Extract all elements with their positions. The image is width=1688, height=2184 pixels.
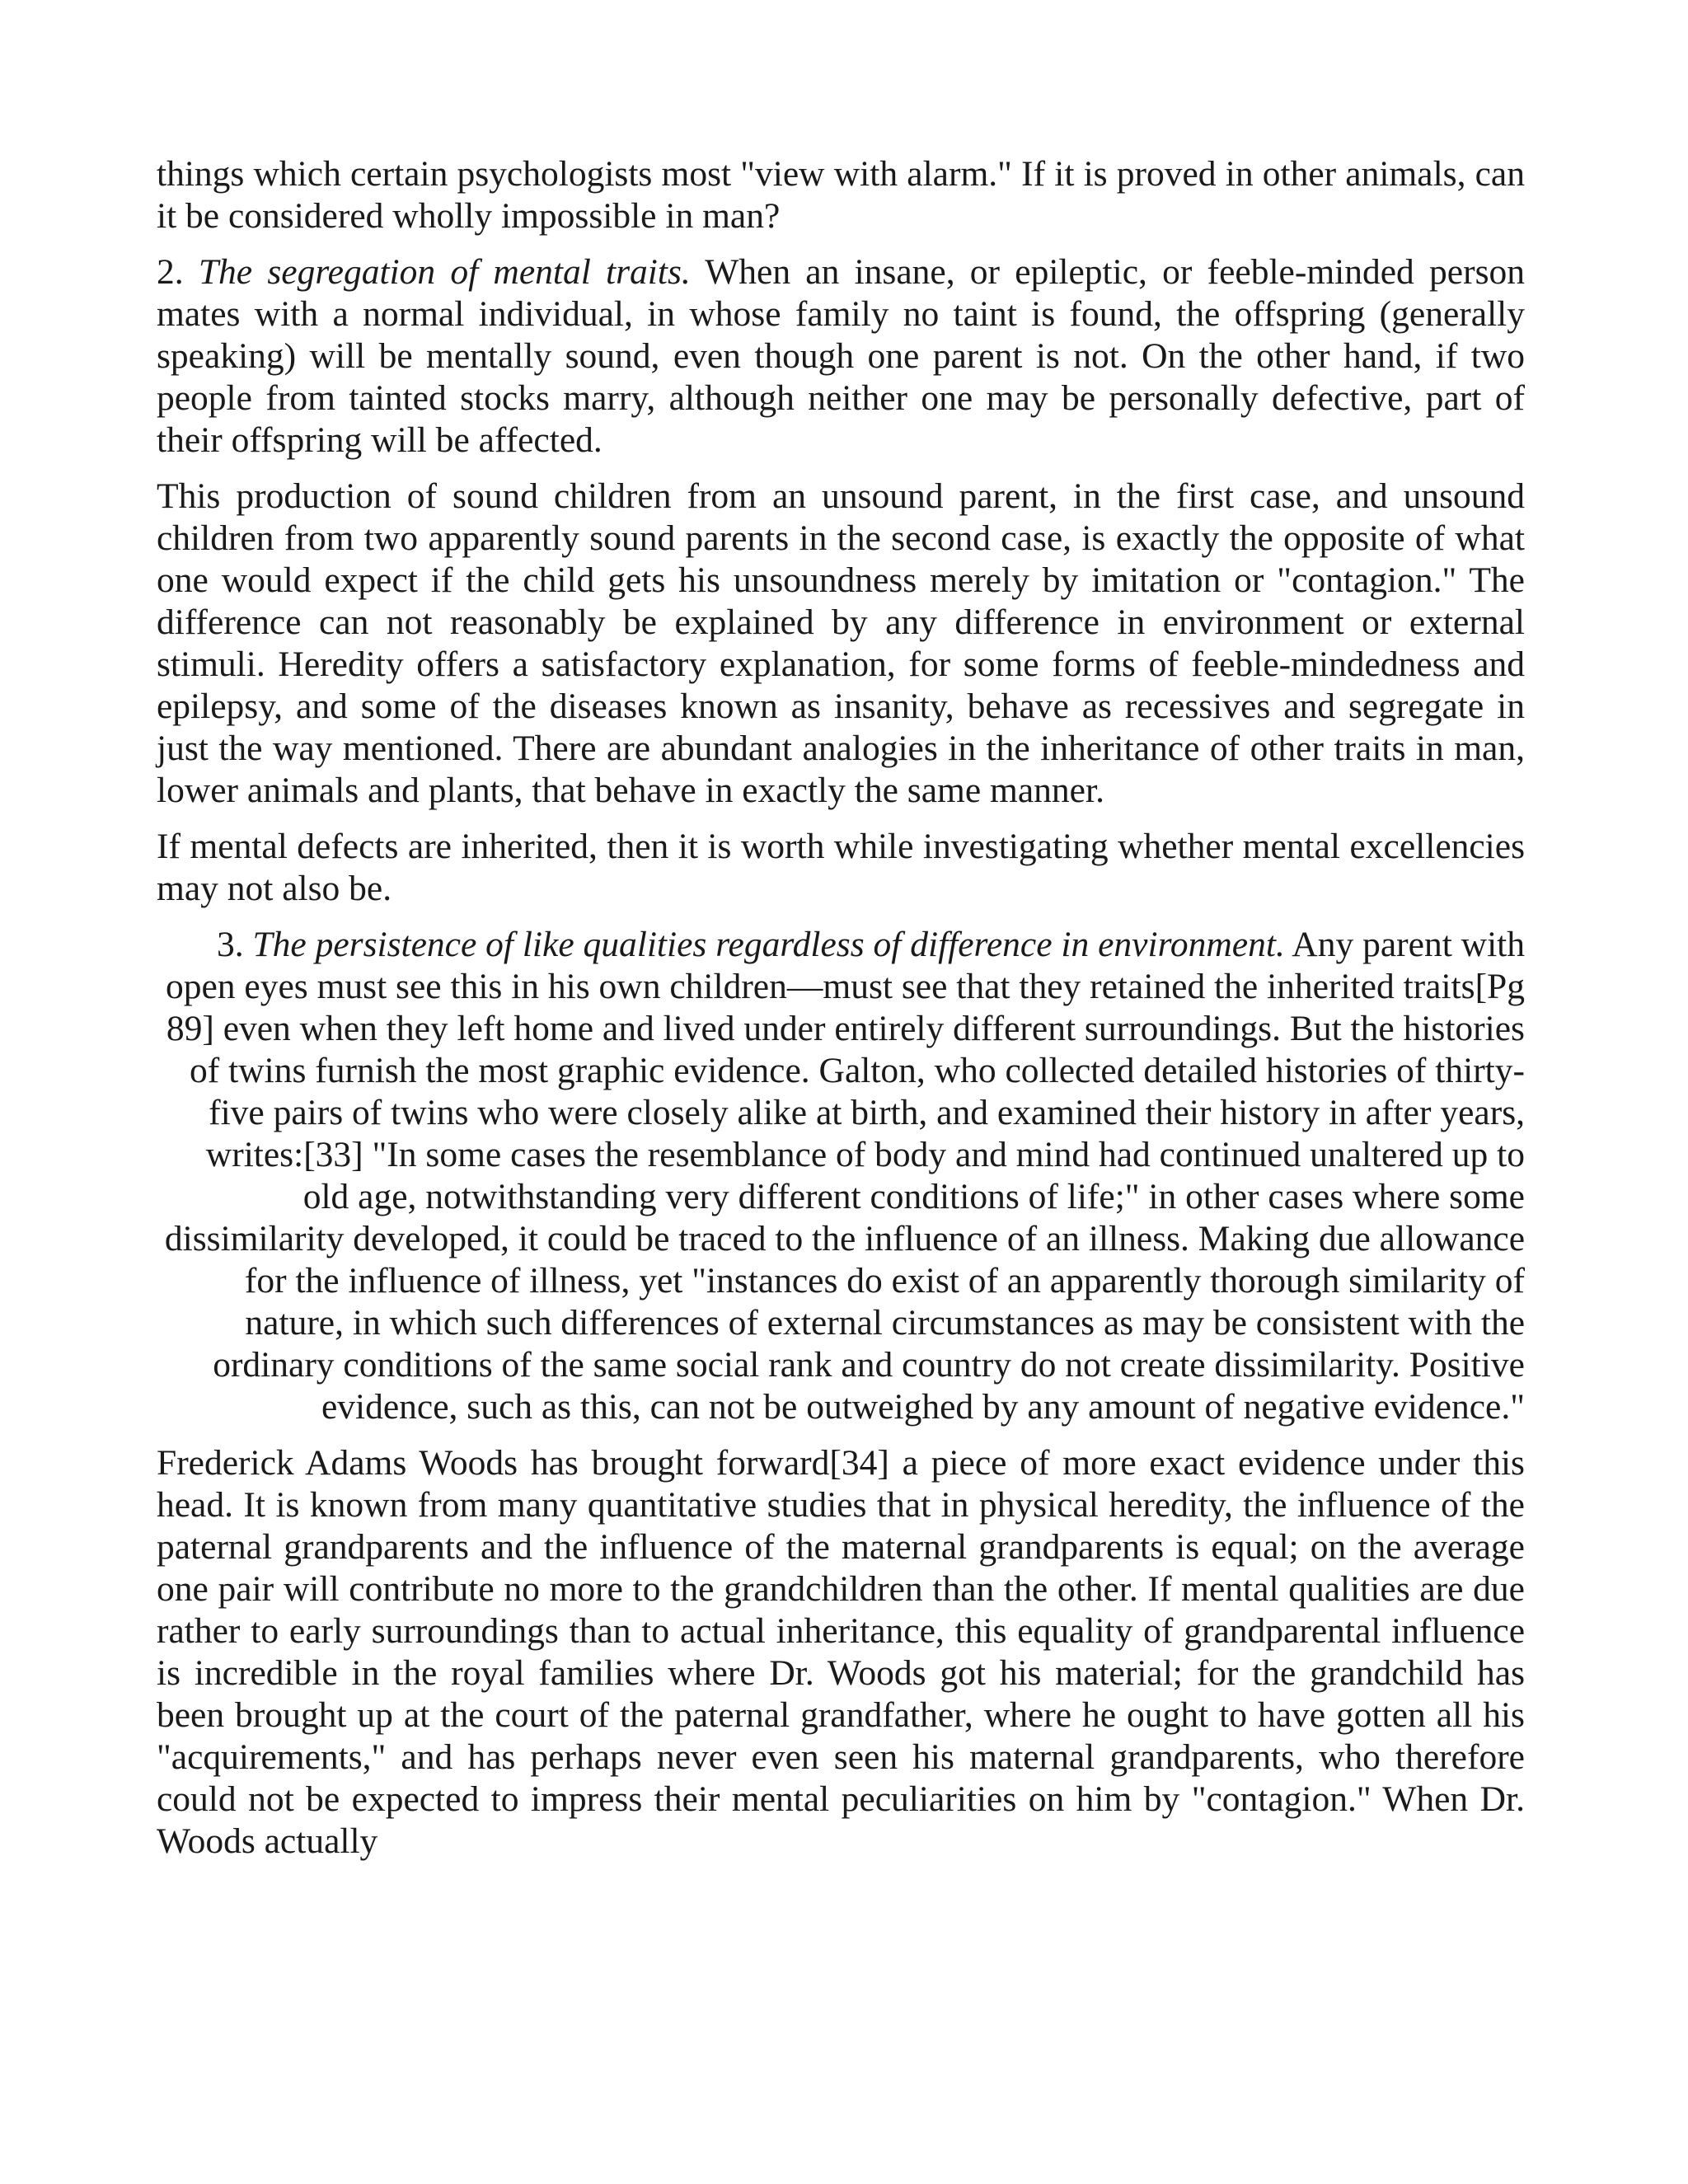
section-heading: The segregation of mental traits. — [198, 252, 691, 292]
paragraph-intro-continuation — [157, 153, 1525, 237]
paragraph-persistence — [157, 924, 1525, 1428]
paragraph-mental-defects — [157, 826, 1525, 910]
paragraph-text: When an insane, or epileptic, or feeble-minded person mates with a normal individual, in whose family no taint is found, the offspring (generally speaking) will be mentally sound, even though one parent is not. On the other hand, if two people from tainted stocks marry, although neither one may be personally defective, part of their offspring will be affected. — [157, 252, 1526, 460]
paragraph-sound-children — [157, 476, 1525, 812]
section-number: 2. — [157, 252, 199, 292]
paragraph-text: Any parent with open eyes must see this in his own children—must see that they retained the inherited traits[Pg 89] even when they left home and lived under entirely different surroundings. But the histories of twins furnish the most graphic evidence. Galton, who collected detailed histories of thirty-five pairs of twins who were closely alike at birth, and examined their history in after years, writes:[33] "In some cases the resemblance of body and mind had continued unaltered up to old age, notwithstanding very different conditions of life;" in other cases where some dissimilarity developed, it could be traced to the influence of an illness. Making due allowance for the influence of illness, yet "instances do exist of an apparently thorough similarity of nature, in which such differences of external circumstances as may be consistent with the ordinary conditions of the same social rank and country do not create dissimilarity. Positive evidence, such as this, can not be outweighed by any amount of negative evidence." — [164, 925, 1525, 1427]
paragraph-text: things which certain psychologists most "view with alarm." If it is proved in other animals, can it be considered wholly impossible in man? — [157, 154, 1525, 236]
paragraph-woods-evidence — [157, 1442, 1525, 1863]
paragraph-segregation — [157, 251, 1525, 462]
section-number: 3. — [216, 925, 253, 964]
paragraph-text: This production of sound children from an unsound parent, in the first case, and unsound children from two apparently sound parents in the second case, is exactly the opposite of what one would expect if the child gets his unsoundness merely by imitation or "contagion." The difference can not reasonably be explained by any difference in environment or external stimuli. Heredity offers a satisfactory explanation, for some forms of feeble-mindedness and epilepsy, and some of the diseases known as insanity, behave as recessives and segregate in just the way mentioned. There are abundant analogies in the inheritance of other traits in man, lower animals and plants, that behave in exactly the same manner. — [157, 476, 1525, 810]
paragraph-text: If mental defects are inherited, then it is worth while investigating whether mental excellencies may not also be. — [157, 827, 1525, 908]
document-page — [157, 153, 1525, 1877]
section-heading: The persistence of like qualities regardless of difference in environment. — [252, 925, 1285, 964]
paragraph-text: Frederick Adams Woods has brought forward[34] a piece of more exact evidence under this head. It is known from many quantitative studies that in physical heredity, the influence of the paternal grandparents and the influence of the maternal grandparents is equal; on the average one pair will contribute no more to the grandchildren than the other. If mental qualities are due rather to early surroundings than to actual inheritance, this equality of grandparental influence is incredible in the royal families where Dr. Woods got his material; for the grandchild has been brought up at the court of the paternal grandfather, where he ought to have gotten all his "acquirements," and has perhaps never even seen his maternal grandparents, who therefore could not be expected to impress their mental peculiarities on him by "contagion." When Dr. Woods actually — [157, 1443, 1525, 1861]
